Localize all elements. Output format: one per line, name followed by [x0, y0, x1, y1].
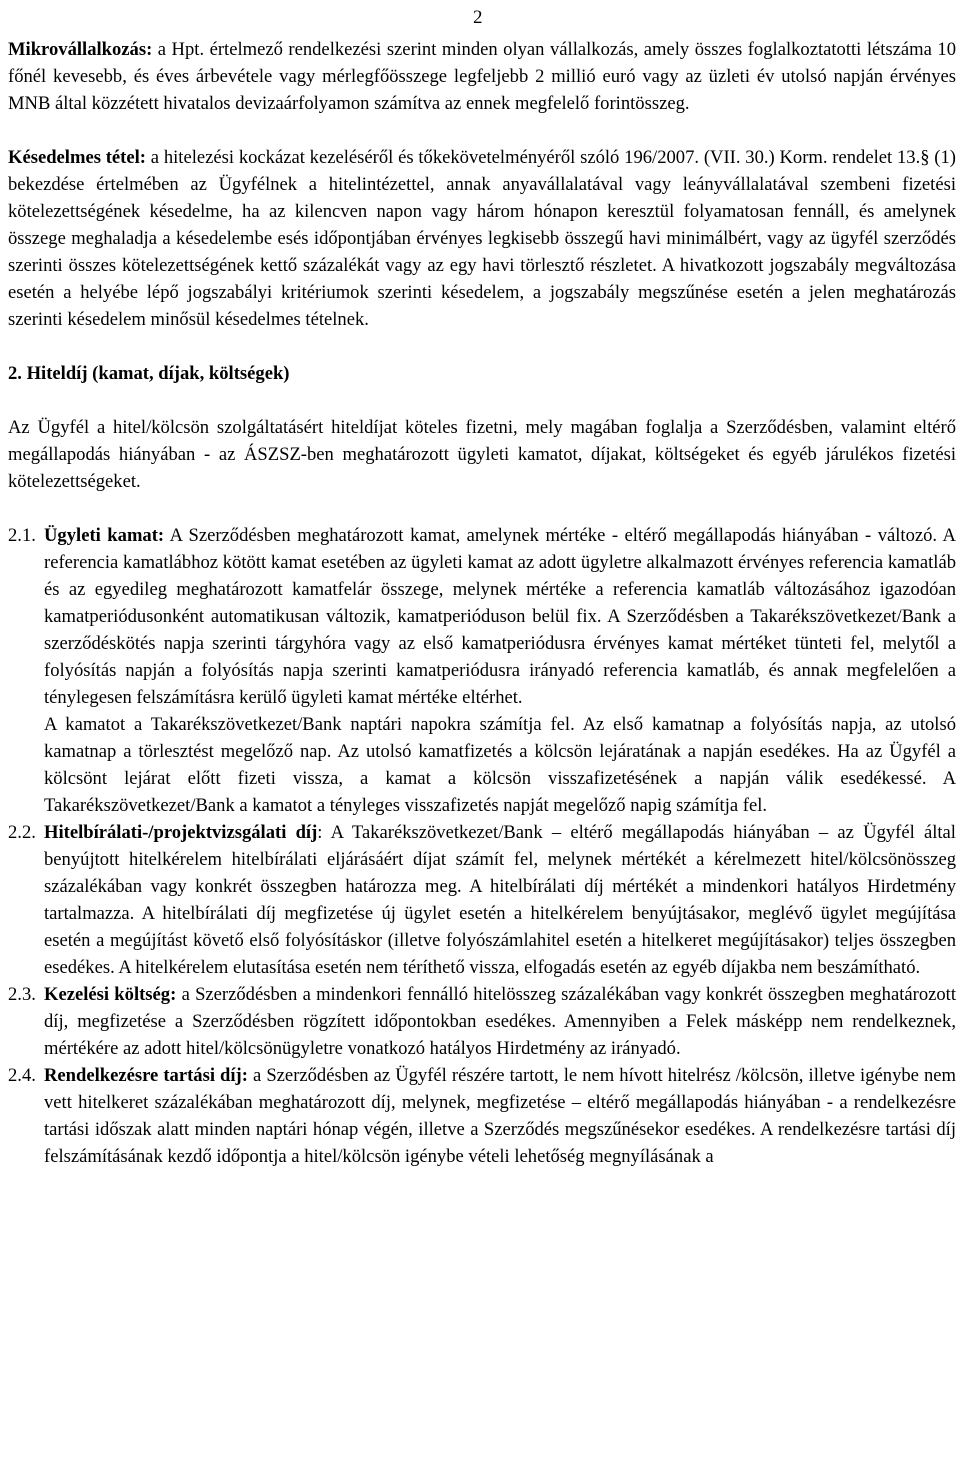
- document-body: [8, 36, 956, 1170]
- definition-kesedelmes-tetel: [8, 144, 956, 333]
- list-item-2-3: [8, 981, 956, 1062]
- definition-mikrovallalkozas: [8, 36, 956, 117]
- section-intro: Az Ügyfél a hitel/kölcsön szolgáltatásért hiteldíjat köteles fizetni, mely magában foglalja a Szerződésben, valamint eltérő megállapodás hiányában - az ÁSZSZ-ben meghatározott ügyleti kamatot, díjakat, költségeket és egyéb járulékos fizetési kötelezettségeket.: [8, 417, 956, 492]
- item-number: 2.2.: [8, 822, 36, 843]
- section-heading: 2. Hiteldíj (kamat, díjak, költségek): [8, 363, 290, 384]
- definition-term: Mikrovállalkozás:: [8, 39, 153, 60]
- page-number: 2: [473, 7, 483, 28]
- definition-text: a hitelezési kockázat kezeléséről és tőkekövetelményéről szóló 196/2007. (VII. 30.) Korm. rendelet 13.§ (1) bekezdése értelmében az Ügyfélnek a hitelintézettel, annak anyavállalatával vagy leányvállalatával szembeni fizetési kötelezettségének késedelme, ha az kilencven napon vagy három hónapon keresztül folyamatosan fennáll, és amelynek összege meghaladja a késedelembe esés időpontjában érvényes legkisebb összegű havi minimálbért, vagy az ügyfél szerződés szerinti összes kötelezettségének kettő százalékát vagy az egy havi törlesztő részletet. A hivatkozott jogszabály megváltozása esetén a helyébe lépő jogszabályi kritériumok szerinti késedelem, a jogszabály megszűnése esetén a jelen meghatározás szerinti késedelem minősül késedelmes tételnek.: [8, 147, 956, 330]
- item-text: : A Takarékszövetkezet/Bank – eltérő megállapodás hiányában – az Ügyfél által benyújtott hitelkérelem hitelbírálati eljárásáért díjat számít fel, melynek mértékét a kérelmezett hitel/kölcsönösszeg százalékában vagy konkrét összegben határozza meg. A hitelbírálati díj mértékét a mindenkori hatályos Hirdetmény tartalmazza. A hitelbírálati díj megfizetése új ügylet esetén a hitelkérelem benyújtásakor, meglévő ügylet megújítása esetén a megújítást követő első folyósításkor (illetve folyószámlahitel esetén a hitelkeret megújításakor) teljes összegben esedékes. A hitelkérelem elutasítása esetén nem téríthető vissza, elfogadás esetén az egyéb díjakba nem beszámítható.: [44, 822, 956, 978]
- item-body: [44, 819, 956, 981]
- item-number: 2.1.: [8, 525, 36, 546]
- definition-term: Késedelmes tétel:: [8, 147, 146, 168]
- item-number: 2.4.: [8, 1065, 36, 1086]
- item-text: a Szerződésben a mindenkori fennálló hitelösszeg százalékában vagy konkrét összegben meghatározott díj, megfizetése a Szerződésben rögzített időpontokban esedékes. Amennyiben a Felek másképp nem rendelkeznek, mértékére az adott hitel/kölcsönügyletre vonatkozó hatályos Hirdetmény az irányadó.: [44, 984, 956, 1059]
- item-term: Rendelkezésre tartási díj:: [44, 1065, 248, 1086]
- list-item-2-2: [8, 819, 956, 981]
- item-number: 2.3.: [8, 984, 36, 1005]
- definition-text: a Hpt. értelmező rendelkezési szerint minden olyan vállalkozás, amely összes foglalkoztatotti létszáma 10 főnél kevesebb, és éves árbevétele vagy mérlegfőösszege legfeljebb 2 millió euró vagy az üzleti év utolsó napján érvényes MNB által közzétett hivatalos devizaárfolyamon számítva az ennek megfelelő forintösszeg.: [8, 39, 956, 114]
- item-term: Hitelbírálati-/projektvizsgálati díj: [44, 822, 318, 843]
- list-item-2-4: [8, 1062, 956, 1170]
- item-text: a Szerződésben az Ügyfél részére tartott, le nem hívott hitelrész /kölcsön, illetve igénybe nem vett hitelkeret százalékában meghatározott díj, melynek, megfizetése – eltérő megállapodás hiányában - a rendelkezésre tartási időszak alatt minden naptári hónap végén, illetve a Szerződés megszűnésekor esedékes. A rendelkezésre tartási díj felszámításának kezdő időpontja a hitel/kölcsön igénybe vételi lehetőség megnyílásának a: [44, 1065, 957, 1167]
- item-term: Kezelési költség:: [44, 984, 177, 1005]
- item-body: [44, 1062, 956, 1170]
- list-item-2-1: [8, 522, 956, 711]
- item-body: [44, 522, 956, 711]
- item-extra-paragraph: A kamatot a Takarékszövetkezet/Bank naptári napokra számítja fel. Az első kamatnap a folyósítás napja, az utolsó kamatnap a törlesztést megelőző nap. Az utolsó kamatfizetés a kölcsön lejáratának a napján esedékes. Ha az Ügyfél a kölcsönt lejárat előtt fizeti vissza, a kamat a kölcsön visszafizetésének a napján válik esedékessé. A Takarékszövetkezet/Bank a kamatot a tényleges visszafizetés napját megelőző napig számítja fel.: [44, 714, 956, 816]
- item-term: Ügyleti kamat:: [44, 525, 165, 546]
- item-body: [44, 981, 956, 1062]
- item-text: A Szerződésben meghatározott kamat, amelynek mértéke - eltérő megállapodás hiányában - változó. A referencia kamatlábhoz kötött kamat esetében az ügyleti kamat az adott ügyletre alkalmazott érvényes referencia kamatláb és az egyedileg meghatározott kamatfelár összege, melynek mértéke a referencia kamatláb változásához igazodóan kamatperiódusonként automatikusan változik, kamatperióduson belül fix. A Szerződésben a Takarékszövetkezet/Bank a szerződéskötés napja szerinti tárgyhóra vagy az első kamatperiódusra érvényes kamat mértéket tünteti fel, melytől a folyósítás napján a folyósítás napja szerinti kamatperiódusra irányadó referencia kamatláb, és annak megfelelően a ténylegesen felszámításra kerülő ügyleti kamat mértéke eltérhet.: [44, 525, 956, 708]
